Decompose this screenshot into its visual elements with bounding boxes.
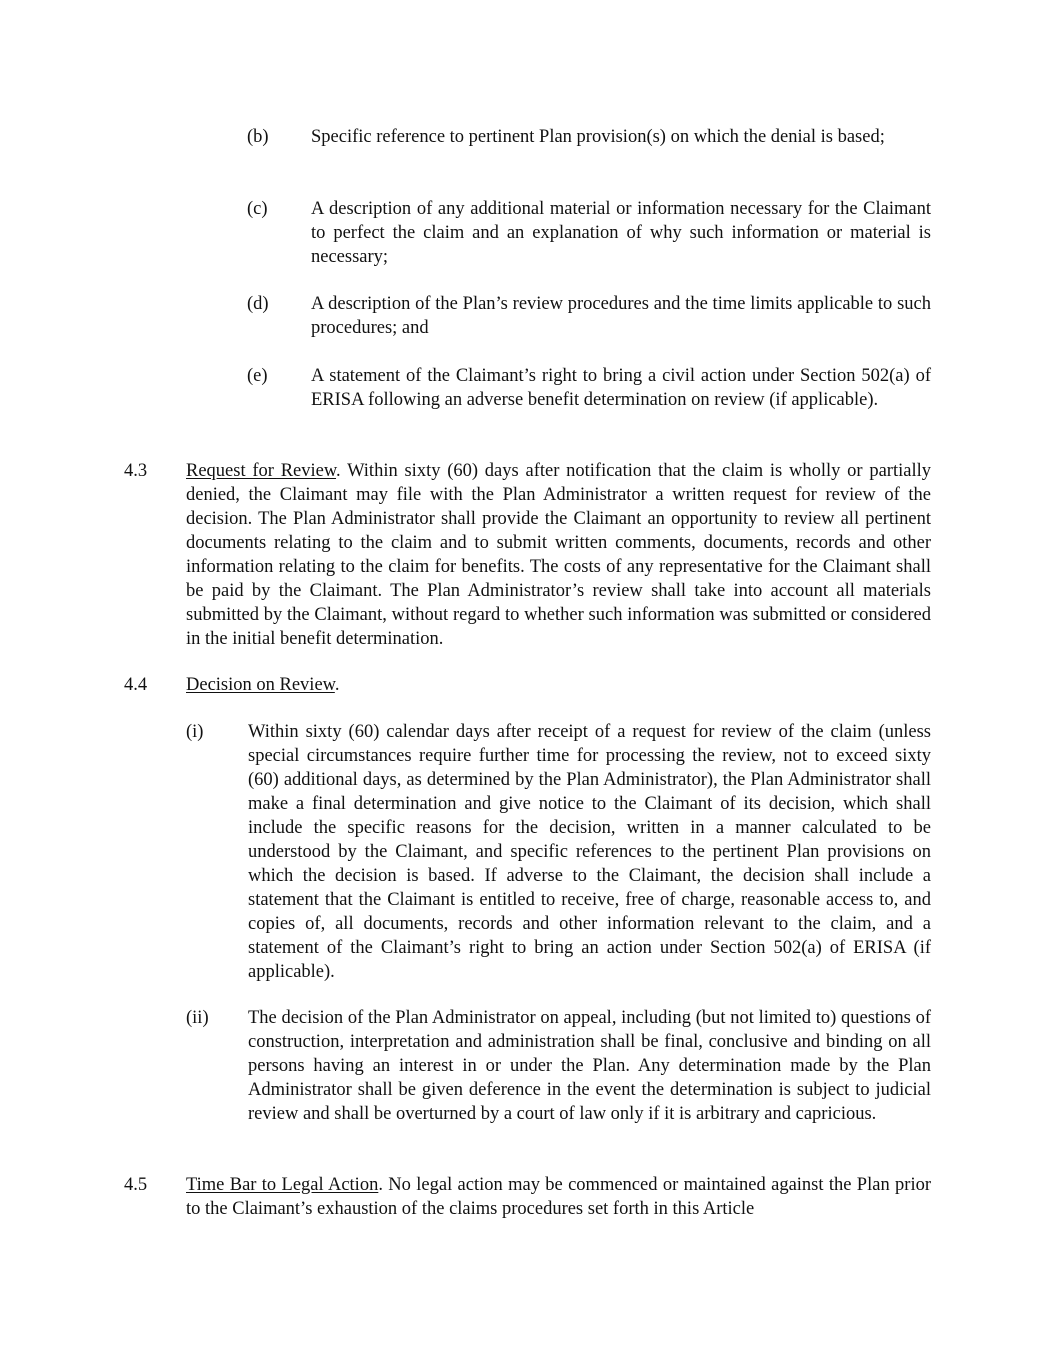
- section-text: . Within sixty (60) days after notification that the claim is wholly or partially denied, the Claimant may file with the Plan Administrator a written request for review of the decision. The Plan Administrator shall provide the Claimant an opportunity to review all pertinent documents relating to the claim and to submit written comments, documents, records and other information relating to the claim for benefits. The costs of any representative for the Claimant shall be paid by the Claimant. The Plan Administrator’s review shall take into account all materials submitted by the Claimant, without regard to whether such information was submitted or considered in the initial benefit determination.: [186, 461, 931, 649]
- subitem-label: (b): [247, 127, 269, 147]
- subitem-text: A description of the Plan’s review procedures and the time limits applicable to such procedures; and: [311, 294, 931, 338]
- section-heading: Request for Review: [186, 461, 337, 481]
- section-heading: Decision on Review: [186, 675, 335, 695]
- subitem-text: A description of any additional material or information necessary for the Claimant to perfect the claim and an explanation of why such information or material is necessary;: [311, 199, 931, 267]
- section-heading: Time Bar to Legal Action: [186, 1175, 379, 1195]
- section-heading-period: .: [334, 675, 340, 695]
- section-number: 4.4: [124, 675, 148, 695]
- subitem-label: (c): [247, 199, 268, 219]
- subitem-label: (d): [247, 294, 269, 314]
- section-body: [186, 673, 931, 697]
- subitem-d: [247, 292, 931, 340]
- subitem-text: Within sixty (60) calendar days after receipt of a request for review of the claim (unless special circumstances require further time for processing the review, not to exceed sixty (60) additional days, as determined by the Plan Administrator), the Plan Administrator shall make a final determination and give notice to the Claimant of its decision, which shall include the specific reasons for the decision, written in a manner calculated to be understood by the Claimant, and specific references to the pertinent Plan provisions on which the decision is based. If adverse to the Claimant, the decision shall include a statement that the Claimant is entitled to receive, free of charge, reasonable access to, and copies of, all documents, records and other information relevant to the claim, and a statement of the Claimant’s right to bring an action under Section 502(a) of ERISA (if applicable).: [248, 722, 931, 982]
- subitem-i: [186, 720, 931, 984]
- section-4-5: [124, 1173, 931, 1221]
- section-body: [186, 459, 931, 651]
- subitem-label: (i): [186, 722, 204, 742]
- subitem-text: Specific reference to pertinent Plan provision(s) on which the denial is based;: [311, 127, 885, 147]
- section-body: [186, 1173, 931, 1221]
- subitem-label: (e): [247, 366, 268, 386]
- subitem-b: [247, 125, 931, 149]
- subitem-text: A statement of the Claimant’s right to bring a civil action under Section 502(a) of ERISA following an adverse benefit determination on review (if applicable).: [311, 366, 931, 410]
- subitem-e: [247, 364, 931, 412]
- section-text: . No legal action may be commenced or maintained against the Plan prior to the Claimant’s exhaustion of the claims procedures set forth in this Article: [186, 1175, 931, 1219]
- section-4-3: [124, 459, 931, 651]
- subitem-text: The decision of the Plan Administrator on appeal, including (but not limited to) questions of construction, interpretation and administration shall be final, conclusive and binding on all persons having an interest in or under the Plan. Any determination made by the Plan Administrator shall be given deference in the event the determination is subject to judicial review and shall be overturned by a court of law only if it is arbitrary and capricious.: [248, 1008, 931, 1124]
- subitem-ii: [186, 1006, 931, 1126]
- section-number: 4.3: [124, 461, 148, 481]
- subitem-label: (ii): [186, 1008, 209, 1028]
- subitem-c: [247, 197, 931, 269]
- section-4-4: [124, 673, 931, 697]
- section-number: 4.5: [124, 1175, 148, 1195]
